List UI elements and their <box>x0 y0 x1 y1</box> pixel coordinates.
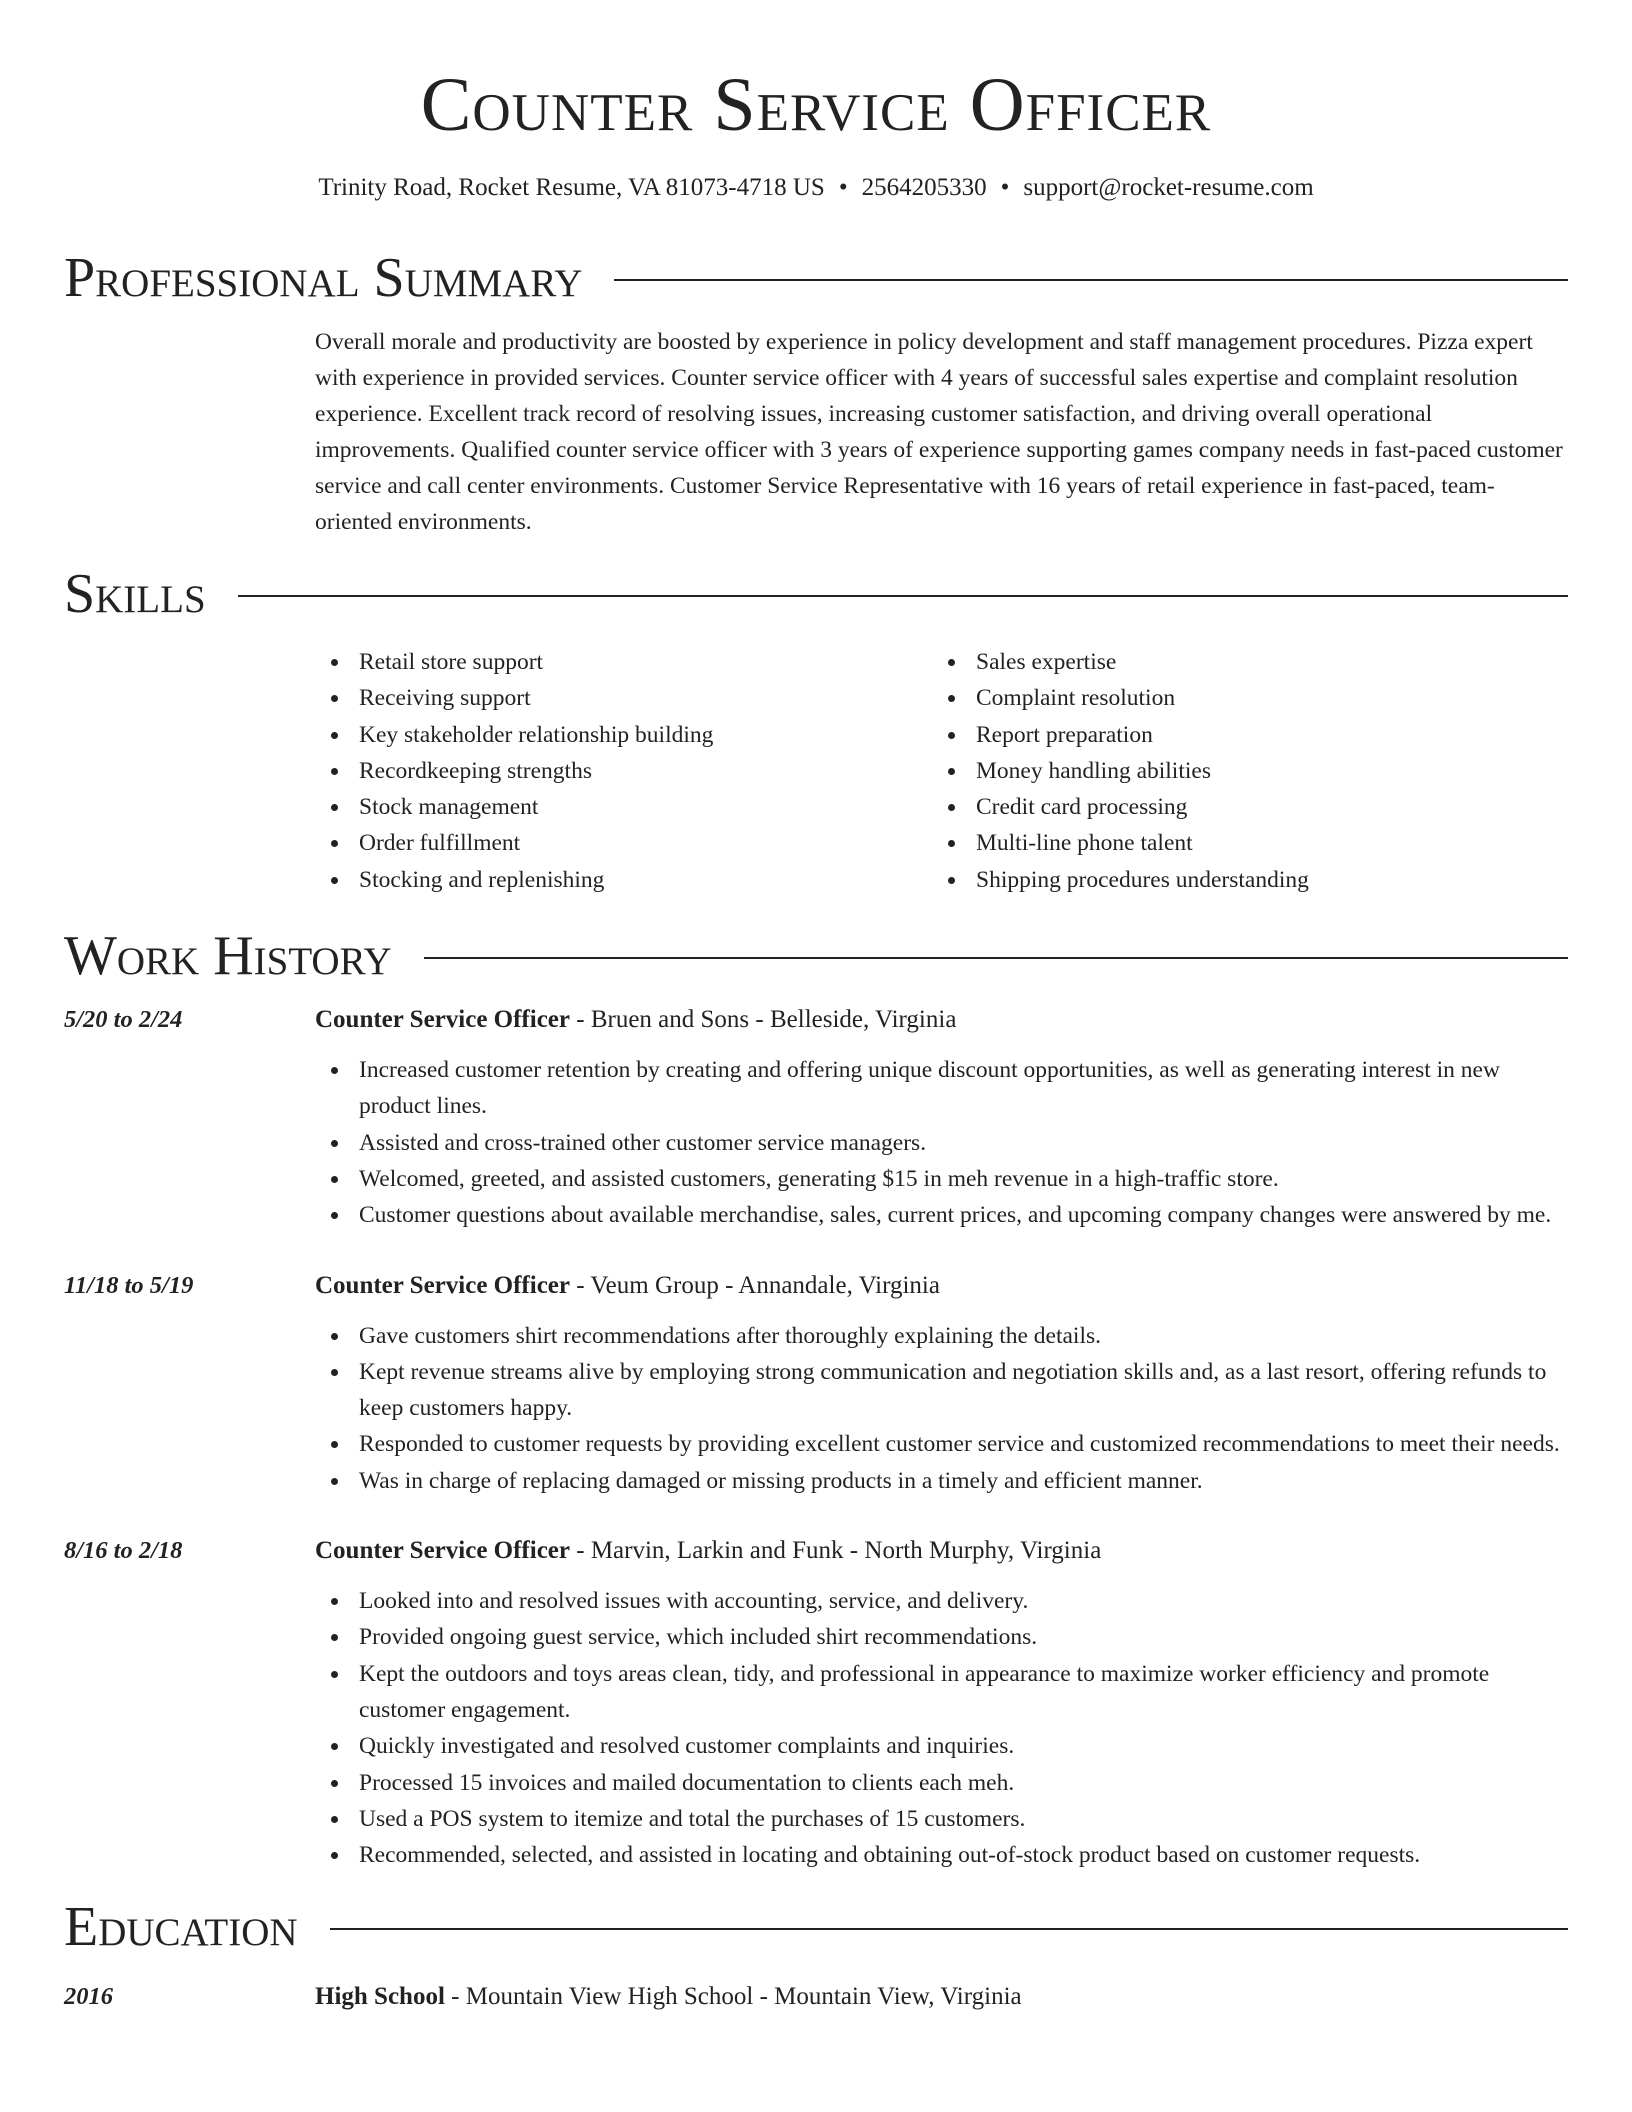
skill-item: Recordkeeping strengths <box>315 753 932 789</box>
section-divider <box>614 279 1568 281</box>
summary-text: Overall morale and productivity are boosted by experience in policy development and staff management procedures. Pizza expert with experience in provided services. Counter service officer with 4 years of successful sales expertise and complaint resolution experience. Excellent track record of resolving issues, increasing customer satisfaction, and driving overall operational improvements. Qualified counter service officer with 3 years of experience supporting games company needs in fast-paced customer service and call center environments. Customer Service Representative with 16 years of retail experience in fast-paced, team-oriented environments. <box>315 329 1563 535</box>
section-title: Skills <box>64 563 206 625</box>
school: - Mountain View High School - Mountain View, Virginia <box>444 1983 1022 2011</box>
skill-item: Shipping procedures understanding <box>932 862 1549 898</box>
duty-item: Assisted and cross-trained other customer service managers. <box>315 1125 1568 1161</box>
summary-section-header <box>64 246 1568 310</box>
duty-item: Responded to customer requests by providing excellent customer service and customized recommendations to meet their needs. <box>315 1426 1568 1462</box>
skill-item: Report preparation <box>932 717 1549 753</box>
skill-item: Multi-line phone talent <box>932 825 1549 861</box>
duty-item: Kept revenue streams alive by employing strong communication and negotiation skills and, as a last resort, offering refunds to keep customers happy. <box>315 1354 1568 1427</box>
skill-item: Money handling abilities <box>932 753 1549 789</box>
job-title-line <box>315 1531 1568 1571</box>
section-divider <box>424 957 1568 959</box>
skill-item: Credit card processing <box>932 789 1549 825</box>
separator-dot: • <box>1000 174 1010 201</box>
education-section-header <box>64 1895 1568 1959</box>
duty-item: Looked into and resolved issues with accounting, service, and delivery. <box>315 1583 1568 1619</box>
page-title: Counter Service Officer <box>420 63 1212 147</box>
phone: 2564205330 <box>861 174 987 201</box>
duty-item: Used a POS system to itemize and total the purchases of 15 customers. <box>315 1801 1568 1837</box>
job-detail <box>315 1000 1568 1233</box>
job-entry <box>64 1531 1568 1873</box>
education-detail <box>315 1977 1568 2017</box>
section-divider <box>330 1928 1568 1930</box>
separator-dot: • <box>838 174 848 201</box>
job-title: Counter Service Officer <box>315 1006 570 1034</box>
skills-list-right <box>932 644 1549 898</box>
work-history-list <box>64 1000 1568 1873</box>
email: support@rocket-resume.com <box>1023 174 1314 201</box>
job-entry <box>64 1266 1568 1499</box>
job-title: Counter Service Officer <box>315 1537 570 1565</box>
skill-item: Receiving support <box>315 680 932 716</box>
job-dates: 8/16 to 2/18 <box>64 1537 183 1565</box>
job-detail <box>315 1266 1568 1499</box>
duty-item: Was in charge of replacing damaged or missing products in a timely and efficient manner. <box>315 1463 1568 1499</box>
job-dates: 5/20 to 2/24 <box>64 1006 183 1034</box>
job-employer: - Bruen and Sons - Belleside, Virginia <box>570 1006 957 1034</box>
skill-item: Stock management <box>315 789 932 825</box>
job-employer: - Veum Group - Annandale, Virginia <box>570 1271 940 1299</box>
job-detail <box>315 1531 1568 1873</box>
job-duties <box>315 1052 1568 1233</box>
skill-item: Complaint resolution <box>932 680 1549 716</box>
job-duties <box>315 1583 1568 1873</box>
duty-item: Gave customers shirt recommendations after thoroughly explaining the details. <box>315 1318 1568 1354</box>
resume-page <box>64 0 1568 2017</box>
contact-line <box>64 172 1568 204</box>
duty-item: Processed 15 invoices and mailed documentation to clients each meh. <box>315 1765 1568 1801</box>
duty-item: Recommended, selected, and assisted in locating and obtaining out-of-stock product based on customer requests. <box>315 1837 1568 1873</box>
job-title: Counter Service Officer <box>315 1271 570 1299</box>
degree: High School <box>315 1983 445 2011</box>
duty-item: Provided ongoing guest service, which included shirt recommendations. <box>315 1619 1568 1655</box>
section-divider <box>238 595 1568 597</box>
job-title-line <box>315 1000 1568 1040</box>
address: Trinity Road, Rocket Resume, VA 81073-4718 US <box>318 174 825 201</box>
work-section-header <box>64 924 1568 988</box>
education-year: 2016 <box>64 1983 113 2011</box>
duty-item: Quickly investigated and resolved customer complaints and inquiries. <box>315 1728 1568 1764</box>
education-entry <box>64 1977 1568 2017</box>
duty-item: Welcomed, greeted, and assisted customers, generating $15 in meh revenue in a high-traffic store. <box>315 1161 1568 1197</box>
job-employer: - Marvin, Larkin and Funk - North Murphy, Virginia <box>570 1537 1102 1565</box>
duty-item: Kept the outdoors and toys areas clean, tidy, and professional in appearance to maximize worker efficiency and promote customer engagement. <box>315 1656 1568 1729</box>
section-title: Education <box>64 1896 298 1959</box>
section-title: Work History <box>64 925 392 988</box>
skill-item: Retail store support <box>315 644 932 680</box>
skill-item: Sales expertise <box>932 644 1549 680</box>
job-entry <box>64 1000 1568 1233</box>
job-duties <box>315 1318 1568 1499</box>
job-dates: 11/18 to 5/19 <box>64 1271 194 1299</box>
duty-item: Customer questions about available merchandise, sales, current prices, and upcoming company changes were answered by me. <box>315 1197 1568 1233</box>
section-title: Professional Summary <box>64 247 583 309</box>
education-list <box>64 1977 1568 2017</box>
skill-item: Stocking and replenishing <box>315 862 932 898</box>
skill-item: Order fulfillment <box>315 825 932 861</box>
duty-item: Increased customer retention by creating and offering unique discount opportunities, as well as generating interest in new product lines. <box>315 1052 1568 1125</box>
job-title-line <box>315 1266 1568 1306</box>
skill-item: Key stakeholder relationship building <box>315 717 932 753</box>
skills-list-left <box>315 644 932 898</box>
education-title-line <box>315 1977 1568 2017</box>
skills-grid <box>315 644 1568 898</box>
skills-section-header <box>64 562 1568 626</box>
